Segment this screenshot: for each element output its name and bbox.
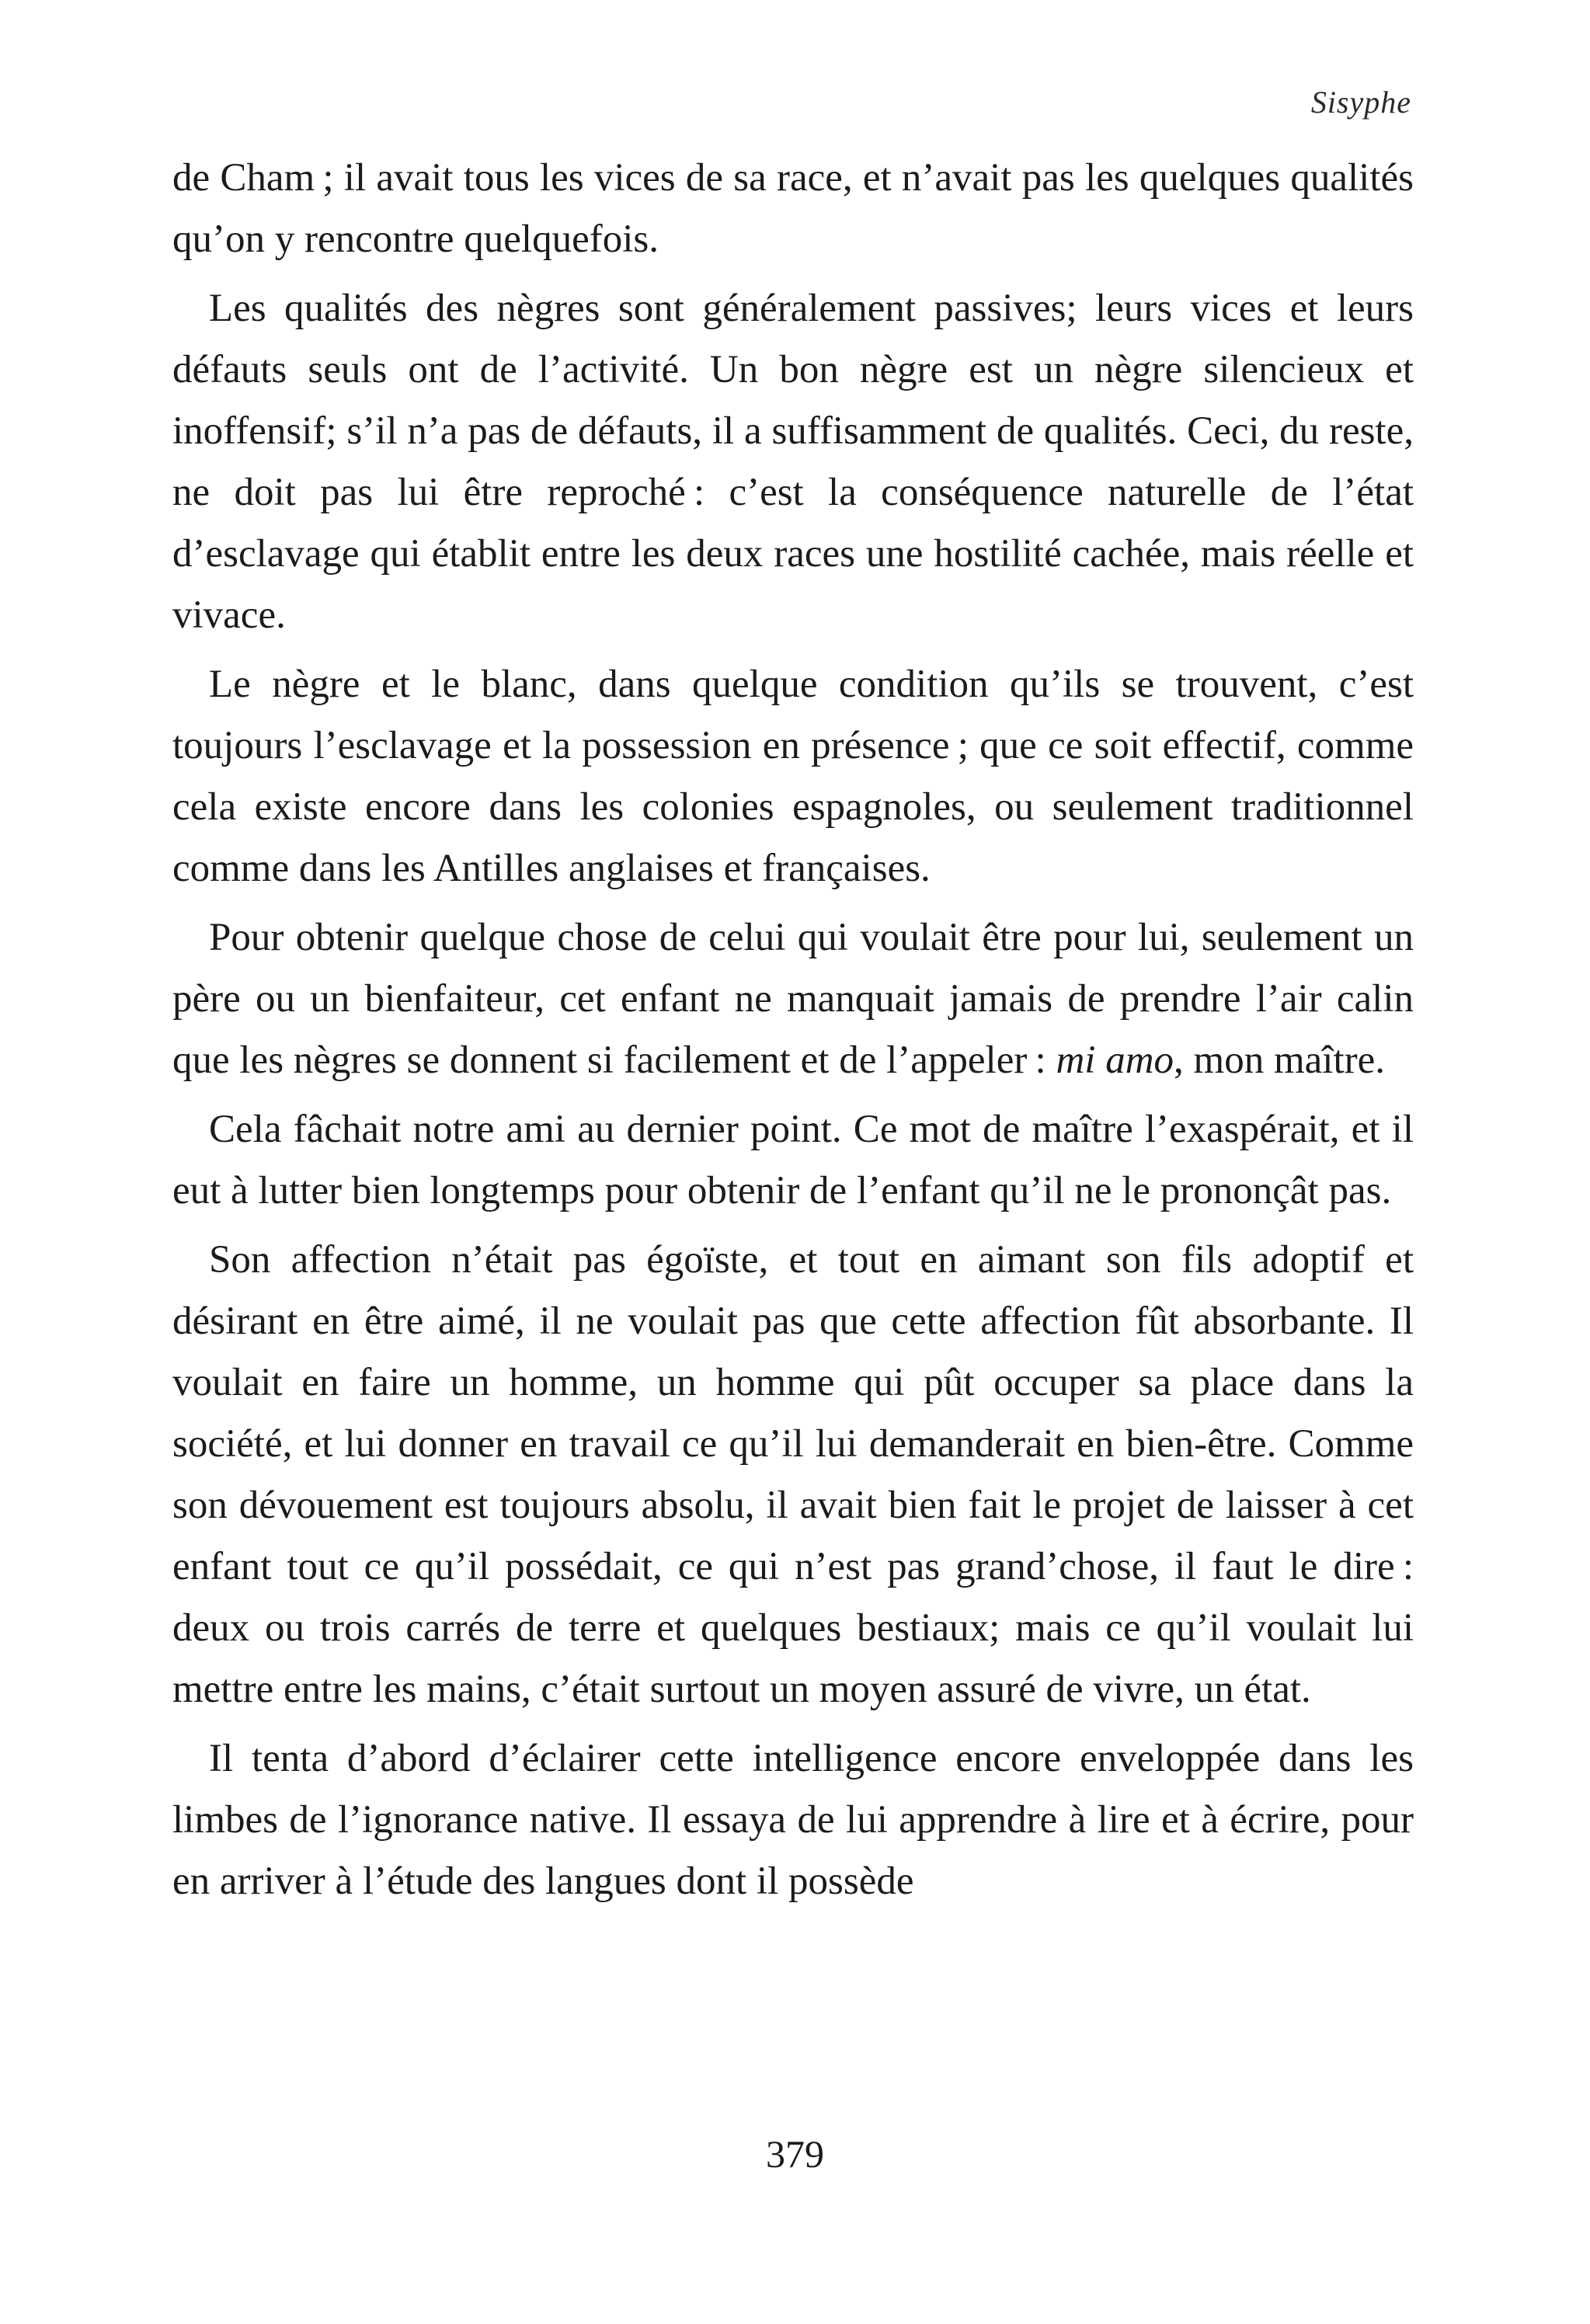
paragraph-4-after: , mon maître. [1174,1038,1385,1082]
paragraph-3: Le nègre et le blanc, dans quelque condition qu’ils se trouvent, c’est toujours l’esclavage et la possession en présence ; que ce soit effectif, comme cela existe encore dans les colonies espagnoles, ou seulement traditionnel comme dans les Antilles anglaises et françaises. [172,663,1414,890]
page-number: 379 [766,2132,824,2176]
paragraph-7: Il tenta d’abord d’éclairer cette intelligence encore enveloppée dans les limbes de l’ignorance native. Il essaya de lui apprendre à lire et à écrire, pour en arriver à l’étude des langues dont il possède [172,1737,1414,1903]
paragraph-4 [172,907,1414,1091]
running-head: Sisyphe [1310,85,1411,120]
paragraph-1: de Cham ; il avait tous les vices de sa race, et n’avait pas les quelques qualités qu’on y rencontre quelquefois. [172,156,1414,261]
paragraph-5: Cela fâchait notre ami au dernier point. Ce mot de maître l’exaspérait, et il eut à lutter bien longtemps pour obtenir de l’enfant qu’il ne le prononçât pas. [172,1108,1414,1212]
paragraph-2: Les qualités des nègres sont généralement passives; leurs vices et leurs défauts seuls ont de l’activité. Un bon nègre est un nègre silencieux et inoffensif; s’il n’a pas de défauts, il a suffisamment de qualités. Ceci, du reste, ne doit pas lui être reproché : c’est la conséquence naturelle de l’état d’esclavage qui établit entre les deux races une hostilité cachée, mais réelle et vivace. [172,287,1414,637]
paragraph-4-before: Pour obtenir quelque chose de celui qui voulait être pour lui, seulement un père ou un bienfaiteur, cet enfant ne manquait jamais de prendre l’air calin que les nègres se donnent si facilement et de l’appeler : [172,916,1414,1082]
paragraph-4-italic: mi amo [1056,1038,1174,1082]
paragraph-6: Son affection n’était pas égoïste, et tout en aimant son fils adoptif et désirant en être aimé, il ne voulait pas que cette affection fût absorbante. Il voulait en faire un homme, un homme qui pût occuper sa place dans la société, et lui donner en travail ce qu’il lui demanderait en bien-être. Comme son dévouement est toujours absolu, il avait bien fait le projet de laisser à cet enfant tout ce qu’il possédait, ce qui n’est pas grand’chose, il faut le dire : deux ou trois carrés de terre et quelques bestiaux; mais ce qu’il voulait lui mettre entre les mains, c’était surtout un moyen assuré de vivre, un état. [172,1238,1414,1711]
body-text [172,148,1414,1920]
